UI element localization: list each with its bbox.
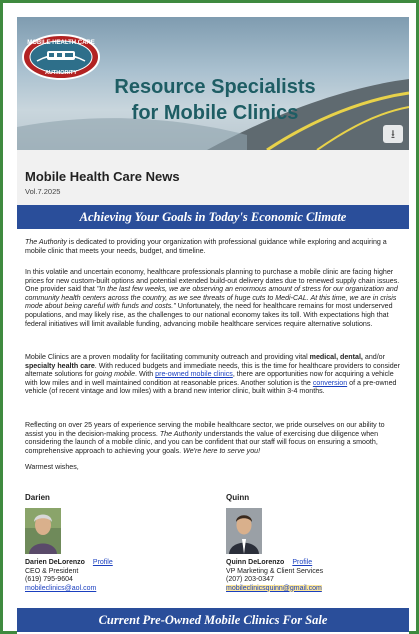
paragraph-experience: [25, 421, 401, 455]
paragraph-economy: [25, 268, 401, 328]
contact-role-quinn: VP Marketing & Client Services: [226, 567, 324, 575]
p3-text-b: and/or: [362, 353, 385, 361]
p3-em-going-mobile: going mobile: [94, 370, 136, 379]
email-link-quinn[interactable]: mobileclinicsquinn@gmail.com: [226, 584, 322, 592]
avatar-quinn: [226, 508, 262, 554]
contact-quinn: [226, 559, 323, 593]
p4-authority-em: The Authority: [159, 429, 202, 438]
profile-link-quinn[interactable]: Profile: [292, 559, 313, 566]
hero-title-line2: for Mobile Clinics: [131, 102, 299, 124]
download-button[interactable]: [383, 125, 403, 143]
signature-first-name-quinn: Quinn: [226, 493, 250, 502]
download-icon: ⭳: [390, 127, 396, 141]
contact-name-darien: Darien DeLorenzo: [25, 559, 85, 566]
section-banner-for-sale: Current Pre-Owned Mobile Clinics For Sale: [17, 608, 409, 632]
contact-darien: [25, 559, 113, 593]
logo-text-top: MOBILE HEALTH CARE: [27, 40, 95, 46]
logo-text-bottom: AUTHORITY: [44, 70, 78, 76]
newsletter-title: Mobile Health Care News: [25, 169, 180, 184]
closing-line: Warmest wishes,: [25, 463, 79, 471]
p2-text-b: Unfortunately, the need for healthcare remains for most underserved populations, and may likely rise, as the challenges to our national economy takes its toll. With expectations high that federal initiatives will limit available funding, advancing mobile healthcare services require alternative solutions.: [25, 302, 393, 328]
pre-owned-clinics-link[interactable]: pre-owned mobile clinics: [155, 370, 233, 379]
contact-phone-darien: (619) 795-9604: [25, 576, 73, 583]
newsletter-content: [17, 17, 409, 634]
p3-text-a: Mobile Clinics are a proven modality for facilitating community outreach and providing vital: [25, 353, 310, 361]
p3-text-e: , there are opportunities now for acquiring a vehicle with low miles and in well maintained condition at reasonable prices. Another solution is the: [25, 370, 394, 387]
paragraph-mobile-clinics: [25, 353, 401, 396]
email-link-darien[interactable]: mobileclinics@aol.com: [25, 584, 97, 592]
contact-phone-quinn: (207) 203-0347: [226, 576, 274, 583]
section-banner-goals: Achieving Your Goals in Today's Economic Climate: [17, 205, 409, 229]
newsletter-header: [17, 150, 409, 205]
p4-serve-you-em: We're here to serve you!: [183, 446, 261, 455]
p3-text-f: of a pre-owned vehicle (of recent vintage and low miles) with a brand new interior clinic, built within 3-4 months.: [25, 378, 397, 396]
avatar-darien: [25, 508, 61, 554]
p3-text-c: . With reduced budgets and immediate needs, this is the time for healthcare providers to consider alternate solutions for: [25, 361, 400, 379]
newsletter-volume: Vol.7.2025: [25, 187, 61, 196]
signature-first-name-darien: Darien: [25, 493, 50, 502]
p3-bold-specialty: specialty health care: [25, 361, 95, 370]
p4-text-a: Reflecting on over 25 years of experience serving the mobile healthcare sector, we pride ourselves on our ability to assist you in the decision-making process.: [25, 421, 385, 438]
profile-link-darien[interactable]: Profile: [92, 559, 113, 566]
paragraph-intro: [25, 238, 401, 255]
contact-role-darien: CEO & President: [25, 567, 79, 575]
hero-image: [17, 17, 409, 150]
hero-title: [85, 74, 345, 126]
conversion-link[interactable]: conversion: [312, 378, 348, 387]
authority-em: The Authority: [25, 238, 67, 246]
p4-text-b: understands the value of exercising due diligence when considering the launch of a mobile clinic, and you can be confident that our staff will focus on ensuring a smooth, comprehensive approach to achieving your goals.: [25, 429, 379, 455]
provider-quote: "In the last few weeks, we are observing an enormous amount of stress for our organization and community health centers across the country, as we see threats of huge cuts to Medi-CAL. At this time, we are in crisis mode about being careful with funds and costs.": [25, 285, 398, 311]
hero-title-line1: Resource Specialists: [114, 76, 316, 98]
p3-text-d: . With: [135, 370, 156, 379]
contact-name-quinn: Quinn DeLorenzo: [226, 559, 285, 566]
p3-bold-medical: medical, dental,: [309, 353, 363, 361]
p1-text: is dedicated to providing your organization with professional guidance while exploring and acquiring a mobile clinic that meets your needs, budget, and timeline.: [25, 238, 387, 255]
p2-text-a: In this volatile and uncertain economy, healthcare professionals planning to purchase a mobile clinic are facing higher prices for new custom-built options and potential extended build-out delivery dates due to renewed supply chain issues. One provider said that: [25, 268, 400, 294]
